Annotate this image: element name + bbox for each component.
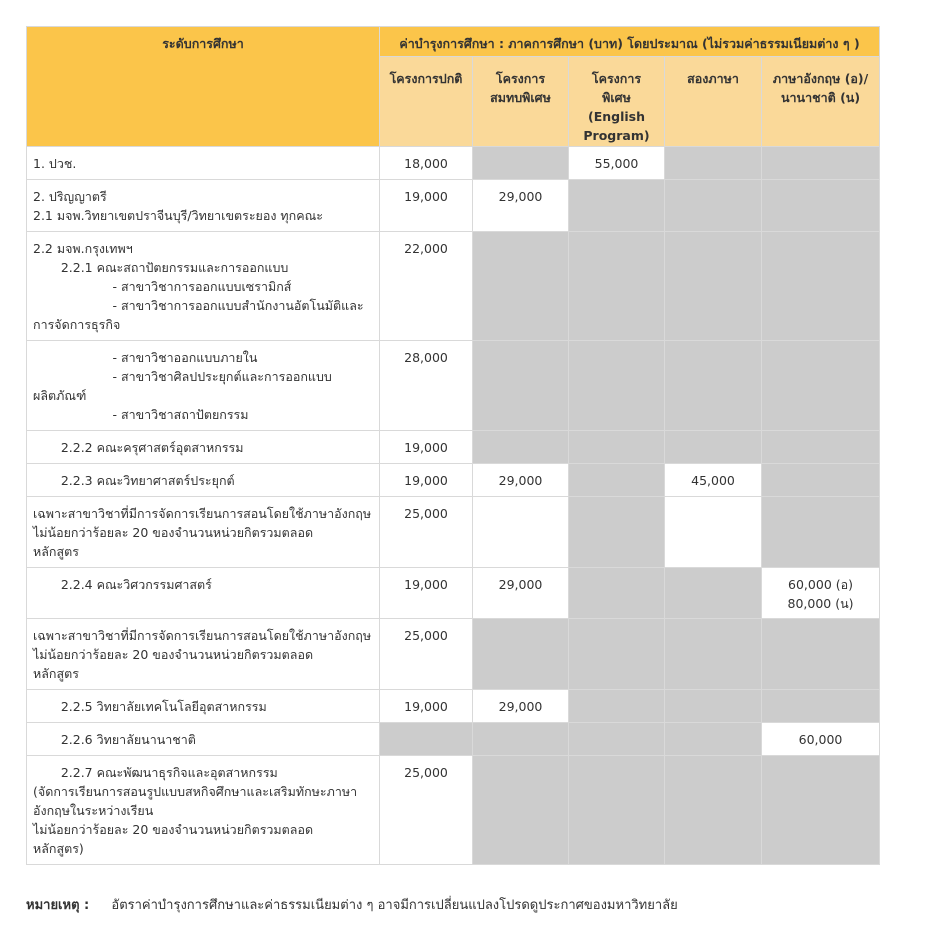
fee-cell: 25,000 xyxy=(380,756,473,865)
row-label: 2.2.3 คณะวิทยาศาสตร์ประยุกต์ xyxy=(27,464,380,497)
not-applicable-cell xyxy=(665,690,762,723)
header-education-level: ระดับการศึกษา xyxy=(27,27,380,147)
header-col-english-international: ภาษาอังกฤษ (อ)/ นานาชาติ (น) xyxy=(762,57,880,147)
not-applicable-cell xyxy=(762,619,880,690)
row-label: เฉพาะสาขาวิชาที่มีการจัดการเรียนการสอนโดยใช้ภาษาอังกฤษ ไม่น้อยกว่าร้อยละ 20 ของจำนวนหน่วยกิตรวมตลอด หลักสูตร xyxy=(27,619,380,690)
fee-cell: 28,000 xyxy=(380,341,473,431)
fee-cell: 19,000 xyxy=(380,568,473,619)
fee-cell: 29,000 xyxy=(473,568,569,619)
row-label: 2. ปริญญาตรี 2.1 มจพ.วิทยาเขตปราจีนบุรี/วิทยาเขตระยอง ทุกคณะ xyxy=(27,180,380,232)
table-row xyxy=(27,431,880,464)
not-applicable-cell xyxy=(473,723,569,756)
row-label: 2.2.6 วิทยาลัยนานาชาติ xyxy=(27,723,380,756)
fee-cell: 18,000 xyxy=(380,147,473,180)
row-label: 2.2.2 คณะครุศาสตร์อุตสาหกรรม xyxy=(27,431,380,464)
fee-cell: 29,000 xyxy=(473,464,569,497)
not-applicable-cell xyxy=(569,756,665,865)
row-label: 2.2 มจพ.กรุงเทพฯ 2.2.1 คณะสถาปัตยกรรมและการออกแบบ - สาขาวิชาการออกแบบเซรามิกส์ - สาขาวิชาการออกแบบสำนักงานอัตโนมัติและ การจัดการธุรกิจ xyxy=(27,232,380,341)
not-applicable-cell xyxy=(569,568,665,619)
fee-cell: 22,000 xyxy=(380,232,473,341)
table-row xyxy=(27,147,880,180)
table-row xyxy=(27,464,880,497)
not-applicable-cell xyxy=(762,690,880,723)
table-row xyxy=(27,619,880,690)
not-applicable-cell xyxy=(665,431,762,464)
not-applicable-cell xyxy=(473,147,569,180)
table-row xyxy=(27,568,880,619)
fee-cell: 19,000 xyxy=(380,180,473,232)
not-applicable-cell xyxy=(762,497,880,568)
row-label: 2.2.7 คณะพัฒนาธุรกิจและอุตสาหกรรม (จัดการเรียนการสอนรูปแบบสหกิจศึกษาและเสริมทักษะภาษา อังกฤษในระหว่างเรียน ไม่น้อยกว่าร้อยละ 20 ของจำนวนหน่วยกิตรวมตลอด หลักสูตร) xyxy=(27,756,380,865)
fee-cell xyxy=(665,497,762,568)
row-label: 1. ปวช. xyxy=(27,147,380,180)
header-tuition-fee: ค่าบำรุงการศึกษา : ภาคการศึกษา (บาท) โดยประมาณ (ไม่รวมค่าธรรมเนียมต่าง ๆ ) xyxy=(380,27,880,57)
fee-cell: 45,000 xyxy=(665,464,762,497)
fee-cell: 55,000 xyxy=(569,147,665,180)
not-applicable-cell xyxy=(665,180,762,232)
fee-cell: 19,000 xyxy=(380,690,473,723)
table-row xyxy=(27,497,880,568)
not-applicable-cell xyxy=(569,464,665,497)
header-col-bilingual: สองภาษา xyxy=(665,57,762,147)
fee-cell xyxy=(473,497,569,568)
not-applicable-cell xyxy=(665,723,762,756)
header-col-special-joint: โครงการ สมทบพิเศษ xyxy=(473,57,569,147)
not-applicable-cell xyxy=(473,431,569,464)
not-applicable-cell xyxy=(762,341,880,431)
not-applicable-cell xyxy=(762,147,880,180)
not-applicable-cell xyxy=(762,180,880,232)
footnote-text: อัตราค่าบำรุงการศึกษาและค่าธรรมเนียมต่าง ๆ อาจมีการเปลี่ยนแปลงโปรดดูประกาศของมหาวิทยาลัย xyxy=(111,898,678,913)
not-applicable-cell xyxy=(473,232,569,341)
not-applicable-cell xyxy=(569,180,665,232)
table-row xyxy=(27,756,880,865)
table-row xyxy=(27,232,880,341)
fee-cell: 19,000 xyxy=(380,464,473,497)
not-applicable-cell xyxy=(569,619,665,690)
table-row xyxy=(27,180,880,232)
not-applicable-cell xyxy=(473,756,569,865)
not-applicable-cell xyxy=(569,723,665,756)
header-col-english-program: โครงการ พิเศษ (English Program) xyxy=(569,57,665,147)
not-applicable-cell xyxy=(569,690,665,723)
not-applicable-cell xyxy=(569,341,665,431)
table-row xyxy=(27,723,880,756)
not-applicable-cell xyxy=(473,341,569,431)
row-label: 2.2.5 วิทยาลัยเทคโนโลยีอุตสาหกรรม xyxy=(27,690,380,723)
not-applicable-cell xyxy=(762,232,880,341)
fee-cell: 19,000 xyxy=(380,431,473,464)
not-applicable-cell xyxy=(473,619,569,690)
not-applicable-cell xyxy=(569,431,665,464)
not-applicable-cell xyxy=(665,147,762,180)
fee-cell: 25,000 xyxy=(380,497,473,568)
not-applicable-cell xyxy=(762,756,880,865)
fee-cell: 60,000 xyxy=(762,723,880,756)
not-applicable-cell xyxy=(665,756,762,865)
not-applicable-cell xyxy=(380,723,473,756)
not-applicable-cell xyxy=(762,464,880,497)
not-applicable-cell xyxy=(569,232,665,341)
row-label: เฉพาะสาขาวิชาที่มีการจัดการเรียนการสอนโดยใช้ภาษาอังกฤษ ไม่น้อยกว่าร้อยละ 20 ของจำนวนหน่วยกิตรวมตลอด หลักสูตร xyxy=(27,497,380,568)
footnote xyxy=(26,894,678,915)
not-applicable-cell xyxy=(665,568,762,619)
not-applicable-cell xyxy=(665,341,762,431)
table-row xyxy=(27,690,880,723)
not-applicable-cell xyxy=(569,497,665,568)
fee-cell: 25,000 xyxy=(380,619,473,690)
row-label: 2.2.4 คณะวิศวกรรมศาสตร์ xyxy=(27,568,380,619)
table-row xyxy=(27,341,880,431)
tuition-fee-table xyxy=(26,26,880,865)
fee-cell: 60,000 (อ) 80,000 (น) xyxy=(762,568,880,619)
not-applicable-cell xyxy=(665,232,762,341)
row-label: - สาขาวิชาออกแบบภายใน - สาขาวิชาศิลปประยุกต์และการออกแบบ ผลิตภัณฑ์ - สาขาวิชาสถาปัตยกรรม xyxy=(27,341,380,431)
header-col-regular: โครงการปกติ xyxy=(380,57,473,147)
fee-cell: 29,000 xyxy=(473,690,569,723)
not-applicable-cell xyxy=(762,431,880,464)
footnote-label: หมายเหตุ : xyxy=(26,898,90,913)
not-applicable-cell xyxy=(665,619,762,690)
fee-cell: 29,000 xyxy=(473,180,569,232)
